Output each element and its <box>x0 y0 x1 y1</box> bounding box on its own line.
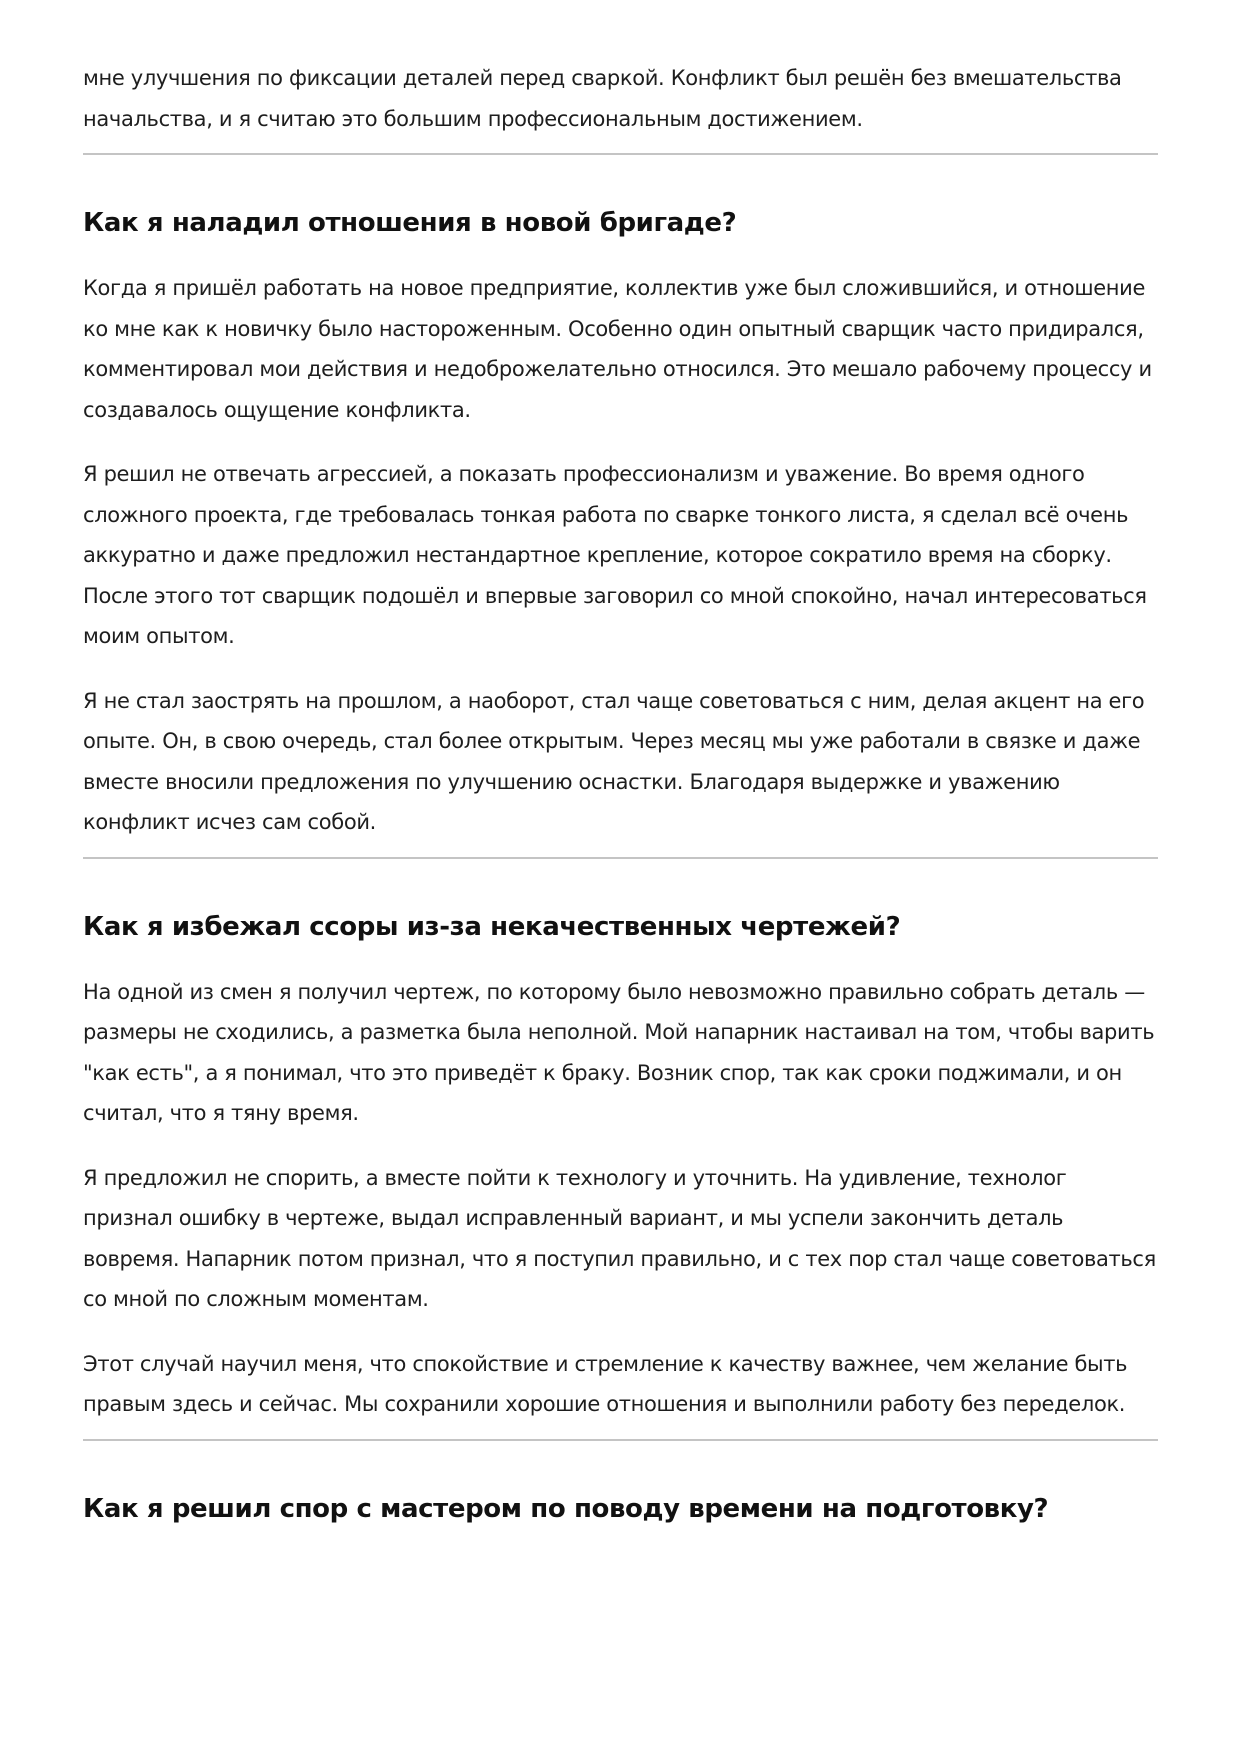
intro-paragraph: мне улучшения по фиксации деталей перед сваркой. Конфликт был решён без вмешательства начальства, и я считаю это большим профессиональным достижением. <box>83 66 1122 131</box>
section-title-new-team: Как я наладил отношения в новой бригаде? <box>83 208 737 238</box>
section-paragraph: Я предложил не спорить, а вместе пойти к технологу и уточнить. На удивление, технолог признал ошибку в чертеже, выдал исправленный вариант, и мы успели закончить деталь вовремя. Напарник потом признал, что я поступил правильно, и с тех пор стал чаще советоваться со мной по сложным моментам. <box>83 1165 1156 1311</box>
section-title-drawings: Как я избежал ссоры из-за некачественных чертежей? <box>83 911 901 942</box>
section-divider <box>83 153 1158 155</box>
section-paragraph: Я решил не отвечать агрессией, а показать профессионализм и уважение. Во время одного сложного проекта, где требовалась тонкая работа по сварке тонкого листа, я сделал всё очень аккуратно и даже предложил нестандартное крепление, которое сократило время на сборку. После этого тот сварщик подошёл и впервые заговорил со мной спокойно, начал интересоваться моим опытом. <box>83 462 1147 648</box>
section-paragraph: Этот случай научил меня, что спокойствие и стремление к качеству важнее, чем желание быть правым здесь и сейчас. Мы сохранили хорошие отношения и выполнили работу без переделок. <box>83 1351 1128 1416</box>
section-paragraph: Когда я пришёл работать на новое предприятие, коллектив уже был сложившийся, и отношение ко мне как к новичку было настороженным. Особенно один опытный сварщик часто придирался, комментировал мои действия и недоброжелательно относился. Это мешало рабочему процессу и создавалось ощущение конфликта. <box>83 276 1152 422</box>
section-divider <box>83 857 1158 859</box>
section-paragraph: Я не стал заострять на прошлом, а наоборот, стал чаще советоваться с ним, делая акцент на его опыте. Он, в свою очередь, стал более открытым. Через месяц мы уже работали в связке и даже вместе вносили предложения по улучшению оснастки. Благодаря выдержке и уважению конфликт исчез сам собой. <box>83 688 1145 834</box>
section-title-master-dispute: Как я решил спор с мастером по поводу времени на подготовку? <box>83 1493 1049 1524</box>
section-paragraph: На одной из смен я получил чертеж, по которому было невозможно правильно собрать деталь — размеры не сходились, а разметка была неполной. Мой напарник настаивал на том, чтобы варить "как есть", а я понимал, что это приведёт к браку. Возник спор, так как сроки поджимали, и он считал, что я тяну время. <box>83 979 1155 1125</box>
document-page <box>83 58 1158 1526</box>
section-divider <box>83 1439 1158 1441</box>
